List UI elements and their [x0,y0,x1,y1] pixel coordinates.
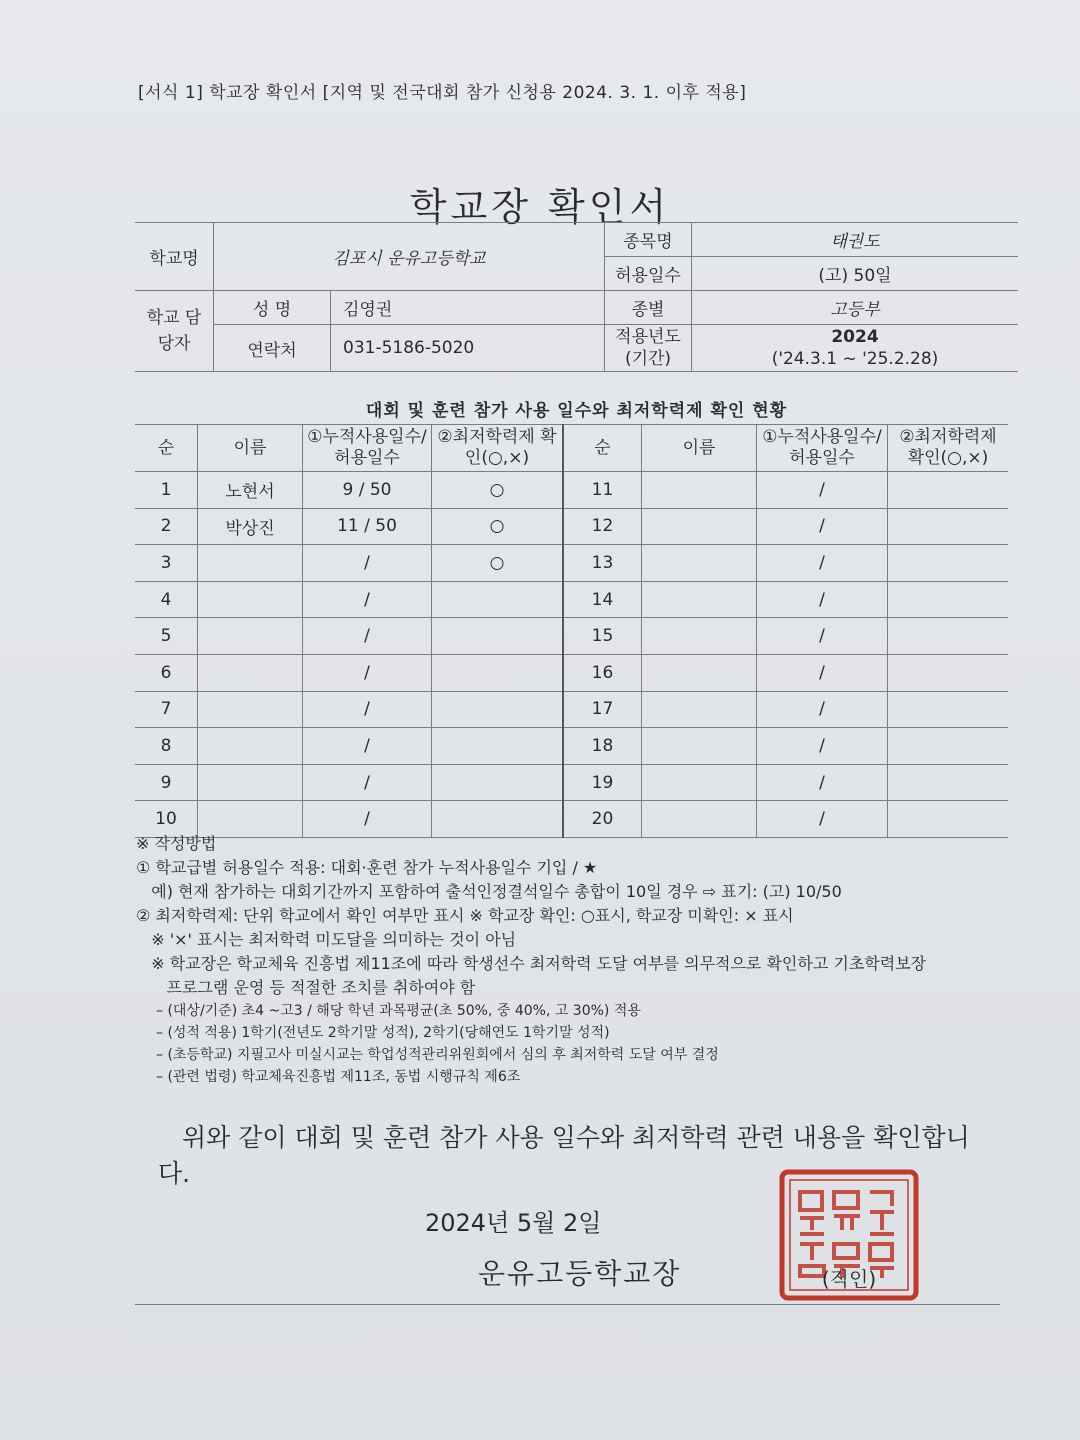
student-name [198,691,303,728]
instruction-line: 프로그램 운영 등 적절한 조치를 취하여야 함 [136,978,476,997]
instruction-detail: – (관련 법령) 학교체육진흥법 제11조, 동법 시행규칙 제6조 [156,1069,521,1085]
days-used: / [757,618,888,655]
table-row [135,472,1008,509]
student-name [198,654,303,691]
academic-check [432,654,564,691]
student-name [198,618,303,655]
table-row [135,764,1008,801]
instruction-detail: – (초등학교) 지필고사 미실시교는 학업성적관리위원회에서 심의 후 최저학력 도달 여부 결정 [156,1047,719,1063]
status-table [135,424,1008,838]
days-used: / [757,581,888,618]
category-label: 종별 [605,291,692,325]
days-used: / [757,545,888,582]
official-seal-icon [778,1168,920,1302]
seal-label: (직인) [821,1267,877,1291]
row-number: 4 [135,581,198,618]
academic-check [888,691,1009,728]
table-row [135,654,1008,691]
principal-name: 운유고등학교장 [478,1257,682,1290]
student-name [198,764,303,801]
contact-value: 031-5186-5020 [331,325,605,372]
student-name [198,581,303,618]
manager-label: 학교 담당자 [135,291,214,372]
year-label: 적용년도 (기간) [605,325,692,372]
instruction-line: ① 학교급별 허용일수 적용: 대회·훈련 참가 누적사용일수 기입 / ★ [136,858,598,877]
row-number: 9 [135,764,198,801]
academic-check: ○ [432,545,564,582]
row-number: 20 [563,801,642,838]
row-number: 8 [135,728,198,765]
issue-date: 2024년 5월 2일 [425,1209,602,1237]
academic-check [888,545,1009,582]
days-used: 11 / 50 [303,508,432,545]
academic-check [432,581,564,618]
name-label: 성 명 [214,291,331,325]
academic-check: ○ [432,508,564,545]
school-value: 김포시 운유고등학교 [214,223,605,291]
document-title: 학교장 확인서 [409,185,671,229]
row-number: 12 [563,508,642,545]
student-name: 박상진 [198,508,303,545]
student-name [642,618,757,655]
table-row [135,581,1008,618]
row-number: 13 [563,545,642,582]
table-row [135,728,1008,765]
academic-check [888,508,1009,545]
col-check-right: ②최저학력제 확인(○,×) [888,425,1009,472]
school-label: 학교명 [135,223,214,291]
academic-check [888,581,1009,618]
table-row [135,545,1008,582]
confirmation-statement: 위와 같이 대회 및 훈련 참가 사용 일수와 최저학력 관련 내용을 확인합니다. [158,1123,970,1188]
col-check-left: ②최저학력제 확인(○,×) [432,425,564,472]
status-title: 대회 및 훈련 참가 사용 일수와 최저학력제 확인 현황 [365,401,788,421]
instruction-detail: – (성적 적용) 1학기(전년도 2학기말 성적), 2학기(당해연도 1학기말 성적) [156,1025,610,1041]
instruction-line: ※ '×' 표시는 최저학력 미도달을 의미하는 것이 아님 [136,930,517,949]
table-row [135,508,1008,545]
col-days-left: ①누적사용일수/ 허용일수 [303,425,432,472]
days-used: / [757,801,888,838]
days-used: / [757,654,888,691]
academic-check [432,691,564,728]
row-number: 6 [135,654,198,691]
days-used: 9 / 50 [303,472,432,509]
student-name [642,508,757,545]
student-name [642,654,757,691]
row-number: 14 [563,581,642,618]
days-used: / [303,654,432,691]
row-number: 2 [135,508,198,545]
row-number: 16 [563,654,642,691]
instruction-line: 예) 현재 참가하는 대회기간까지 포함하여 출석인정결석일수 총합이 10일 경우 ⇨ 표기: (고) 10/50 [136,882,842,901]
student-name [642,764,757,801]
col-name-right: 이름 [642,425,757,472]
contact-label: 연락처 [214,325,331,372]
academic-check [432,618,564,655]
row-number: 18 [563,728,642,765]
info-table [135,222,1018,372]
instruction-detail: – (대상/기준) 초4 ~고3 / 해당 학년 과목평균(초 50%, 중 40%, 고 30%) 적용 [156,1003,641,1019]
student-name [642,472,757,509]
col-no-left: 순 [135,425,198,472]
col-no-right: 순 [563,425,642,472]
year-period: ('24.3.1 ~ '25.2.28) [771,349,939,369]
academic-check [888,764,1009,801]
academic-check: ○ [432,472,564,509]
days-used: / [303,581,432,618]
event-label: 종목명 [605,223,692,257]
name-value: 김영권 [331,291,605,325]
days-used: / [757,691,888,728]
days-used: / [303,801,432,838]
category-value: 고등부 [692,291,1019,325]
instruction-line: ※ 학교장은 학교체육 진흥법 제11조에 따라 학생선수 최저학력 도달 여부를 의무적으로 확인하고 기초학력보장 [136,954,927,973]
allowed-days-value: (고) 50일 [692,257,1019,291]
event-value: 태권도 [692,223,1019,257]
year-value: 2024 [831,327,879,347]
row-number: 1 [135,472,198,509]
row-number: 5 [135,618,198,655]
days-used: / [303,618,432,655]
col-name-left: 이름 [198,425,303,472]
row-number: 19 [563,764,642,801]
academic-check [432,728,564,765]
academic-check [888,618,1009,655]
academic-check [888,728,1009,765]
instruction-line: ② 최저학력제: 단위 학교에서 확인 여부만 표시 ※ 학교장 확인: ○표시, 학교장 미확인: × 표시 [136,906,794,925]
academic-check [888,472,1009,509]
academic-check [888,654,1009,691]
divider [135,1304,1000,1305]
instruction-line: ※ 작성방법 [136,834,217,853]
days-used: / [303,764,432,801]
student-name [198,545,303,582]
row-number: 11 [563,472,642,509]
days-used: / [303,691,432,728]
row-number: 10 [135,801,198,838]
days-used: / [757,728,888,765]
form-label: [서식 1] 학교장 확인서 [지역 및 전국대회 참가 신청용 2024. 3. 1. 이후 적용] [138,83,747,103]
writing-instructions [136,832,1016,1088]
days-used: / [757,764,888,801]
table-row [135,691,1008,728]
row-number: 17 [563,691,642,728]
student-name [642,691,757,728]
student-name [642,545,757,582]
allowed-days-label: 허용일수 [605,257,692,291]
days-used: / [757,508,888,545]
row-number: 7 [135,691,198,728]
student-name: 노현서 [198,472,303,509]
student-name [198,728,303,765]
student-name [642,728,757,765]
academic-check [432,764,564,801]
col-days-right: ①누적사용일수/ 허용일수 [757,425,888,472]
days-used: / [757,472,888,509]
days-used: / [303,728,432,765]
days-used: / [303,545,432,582]
row-number: 3 [135,545,198,582]
row-number: 15 [563,618,642,655]
table-row [135,618,1008,655]
student-name [642,581,757,618]
